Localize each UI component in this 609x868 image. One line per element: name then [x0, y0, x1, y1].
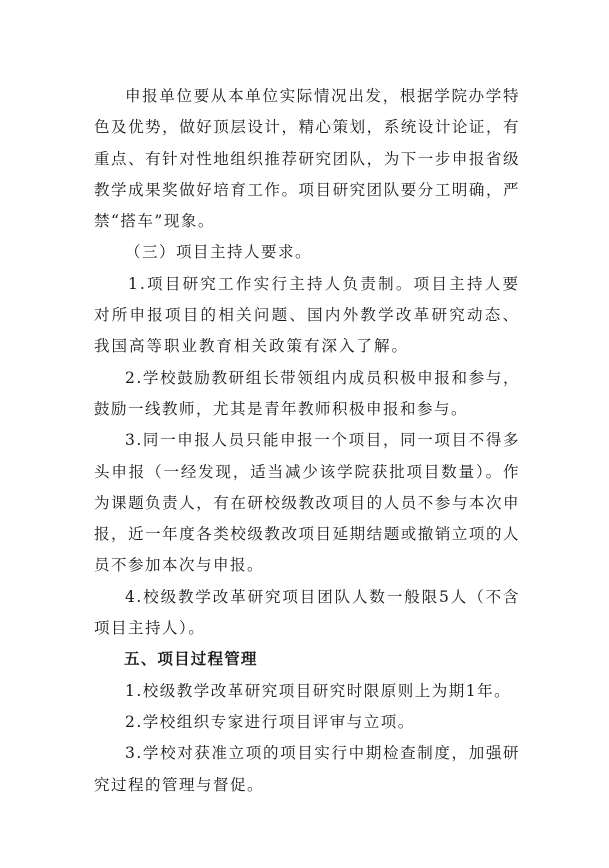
section-5-item-3: 3.学校对获准立项的项目实行中期检查制度，加强研究过程的管理与督促。	[94, 744, 520, 794]
document-page	[94, 81, 520, 801]
section-3-heading: （三）项目主持人要求。	[125, 243, 313, 262]
section-3-item-1: 1.项目研究工作实行主持人负责制。项目主持人要对所申报项目的相关问题、国内外教学改革研究动态、我国高等职业教育相关政策有深入了解。	[94, 274, 520, 356]
section-3-item-2: 2.学校鼓励教研组长带领组内成员积极申报和参与，鼓励一线教师，尤其是青年教师积极申报和参与。	[94, 368, 520, 418]
section-3-item-4: 4.校级教学改革研究项目团队人数一般限5人（不含项目主持人）。	[94, 587, 520, 638]
section-5-item-2: 2.学校组织专家进行项目评审与立项。	[125, 712, 415, 731]
section-5-item-1: 1.校级教学改革研究项目研究时限原则上为期1年。	[125, 681, 512, 700]
intro-paragraph: 申报单位要从本单位实际情况出发，根据学院办学特色及优势，做好顶层设计，精心策划，系统设计论证，有重点、有针对性地组织推荐研究团队，为下一步申报省级教学成果奖做好培育工作。项目研究团队要分工明确，严禁“搭车”现象。	[94, 87, 520, 231]
section-3-item-3: 3.同一申报人员只能申报一个项目，同一项目不得多头申报（一经发现，适当减少该学院获批项目数量）。作为课题负责人，有在研校级教改项目的人员不参与本次申报，近一年度各类校级教改项目延期结题或撤销立项的人员不参加本次与申报。	[94, 431, 520, 575]
section-5-heading: 五、项目过程管理	[124, 650, 258, 669]
